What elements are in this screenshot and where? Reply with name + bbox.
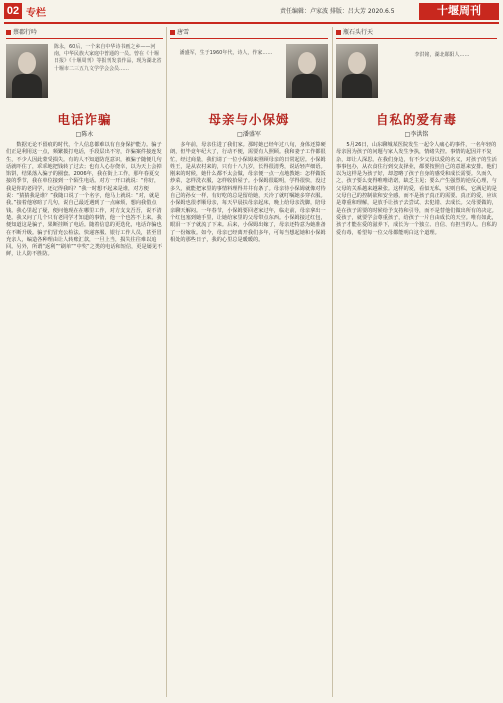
square-icon — [6, 30, 11, 35]
page-header — [0, 0, 503, 22]
article-byline: □潘盛军 — [237, 131, 261, 138]
editor-meta: 责任编辑：卢家波 排版：吕大芳 2020.6.5 — [280, 8, 395, 15]
author-photo — [336, 44, 378, 98]
author-profile — [336, 42, 497, 106]
page-number: 02 — [4, 3, 22, 19]
header-rule — [4, 22, 499, 24]
column-article-2 — [170, 27, 328, 699]
square-icon — [170, 30, 175, 35]
masthead-brand: 十堰周刊 — [419, 3, 499, 20]
article-title: 母亲与小保姆 — [208, 113, 290, 127]
column-divider — [166, 27, 167, 697]
article-body: 多年前，母亲住进了我们家。那时她已经年过八旬，身体还算硬朗，但毕竟年纪大了，行动不便，需要有人照顾。我和妻子工作都很忙，经过商量，我们请了一位小保姆来照顾母亲的日常起居。小保姆姓王，是从农村来的，只有十八九岁，长得很清秀，说话轻声细语。刚来的时候，她什么都不太会做，母亲便一点一点地教她：怎样做饭炒菜，怎样洗衣服，怎样收拾屋子。小保姆很聪明，学得很快，没过多久，就能把家里的事情料理得井井有条了。母亲待小保姆就像对待自己的孙女一样，有好吃的总是留给她，天冷了就叮嘱她多穿衣服。小保姆也很孝顺母亲，每天早晨扶母亲起床，晚上给母亲洗脚，陪母亲聊天解闷。一年春节，小保姆要回老家过年，临走前，母亲拿出一个红包塞到她手里，让她给家里的父母带点东西。小保姆接过红包，眼泪一下子就流了下来。后来，小保姆出嫁了，母亲还特意为她准备了一份嫁妆。如今，母亲已经离开我们多年，可每当想起她和小保姆相处的那些日子，我的心里总是暖暖的。 — [170, 142, 326, 243]
author-bio: 陈永，60后，一个来自中华诗书画之乡——河南，中华民族大家庭中普通的一员。曾在《十堰日报》《十堰周刊》等报刊发表作品，现为湖北省十堰市二三五九文学学会会员…… — [54, 44, 162, 72]
author-profile — [170, 42, 328, 106]
column-author-label: 唐雪 — [177, 29, 190, 36]
article-title: 自私的爱有毒 — [375, 113, 457, 127]
column-article-1 — [6, 27, 163, 699]
column-article-3 — [336, 27, 497, 699]
article-title: 电话诈骗 — [57, 113, 112, 127]
author-bio: 潘盛军，生于1960年代，诗人，作家…… — [179, 50, 273, 56]
column-divider — [332, 27, 333, 697]
author-bio: 李洪铭，湖北郧阳人…… — [414, 52, 470, 58]
column-author-label: 瓶石头行天 — [343, 29, 374, 36]
article-byline: □陈永 — [75, 131, 94, 138]
column-author-bar — [6, 27, 163, 39]
column-author-label: 蔡郡行吟 — [13, 29, 38, 36]
square-icon — [336, 30, 341, 35]
article-body: 5月26日，山东聊城某医院发生一起令人痛心的事件，一名年轻的母亲因为孩子的问题与家人发生争执，情绪失控。事情的起因并不复杂，却让人深思。在我们身边，有不少父母以爱的名义，对孩子的生活事事包办，从衣食住行到交友择业，都要按照自己的意愿来安排。他们以为这样是为孩子好，却忽略了孩子自身的感受和成长需要。久而久之，孩子要么变得唯唯诺诺，缺乏主见；要么产生强烈的逆反心理，与父母的关系越来越紧张。这样的爱，看似无私，实则自私，它满足的是父母自己的控制欲和安全感，而不是孩子真正的需要。真正的爱，应该是尊重和理解，是放手让孩子去尝试、去犯错、去成长。父母要做的，是在孩子需要的时候给予支持和引导，而不是替他们做出所有的决定。爱孩子，就要学会尊重孩子，给孩子一片自由成长的天空。唯有如此，孩子才能在爱的滋养下，成长为一个独立、自信、有担当的人。自私的爱有毒，希望每一位父母都能明白这个道理。 — [336, 142, 497, 236]
column-author-bar — [170, 27, 328, 39]
column-author-bar — [336, 27, 497, 39]
author-photo — [286, 44, 328, 98]
article-body: 数据无论不留痕的时代，个人信息都难以有自身保护能力。骗子们正是利用这一点，频繁拨打电话，手段层出不穷，诈骗案件接连发生，不少人因此蒙受损失。有的人不知道防范意识，被骗子随便几句话就吓住了，乖乖地把钱转了过去；也有人心存侥幸，以为天上会掉馅饼，结果落入骗子的圈套。2006年，我在街上工作，那年春夏交接的季节，我在单位接到一个陌生电话。对方一开口就说：“你好，我是你的老同学，还记得我吗？”我一时想不起来是谁，对方便说：“猜猜我是谁？”我随口说了一个名字，他马上就说：“对，就是我。”接着他寒暄了几句，说自己最近遇到了一点麻烦，想向我借点钱。我心里起了疑，便问他现在在哪里工作，对方支支吾吾，说不清楚。我又问了几个只有老同学才知道的事情，他一个也答不上来。我便知道这是骗子，果断挂断了电话。随着信息的更迭化，电话诈骗也在不断升级。骗子们冒充公检法、快递客服、银行工作人员，甚至冒充亲人，编造各种理由让人转账汇款，一旦上当，损失往往难以追回。另外，所谓“返利”“刷单”“中奖”之类的电话和短信，更是屡见不鲜，让人防不胜防。 — [6, 142, 163, 258]
author-profile — [6, 42, 163, 106]
article-byline: □李洪铭 — [404, 131, 429, 138]
section-name: 专栏 — [26, 8, 46, 19]
author-photo — [6, 44, 48, 98]
